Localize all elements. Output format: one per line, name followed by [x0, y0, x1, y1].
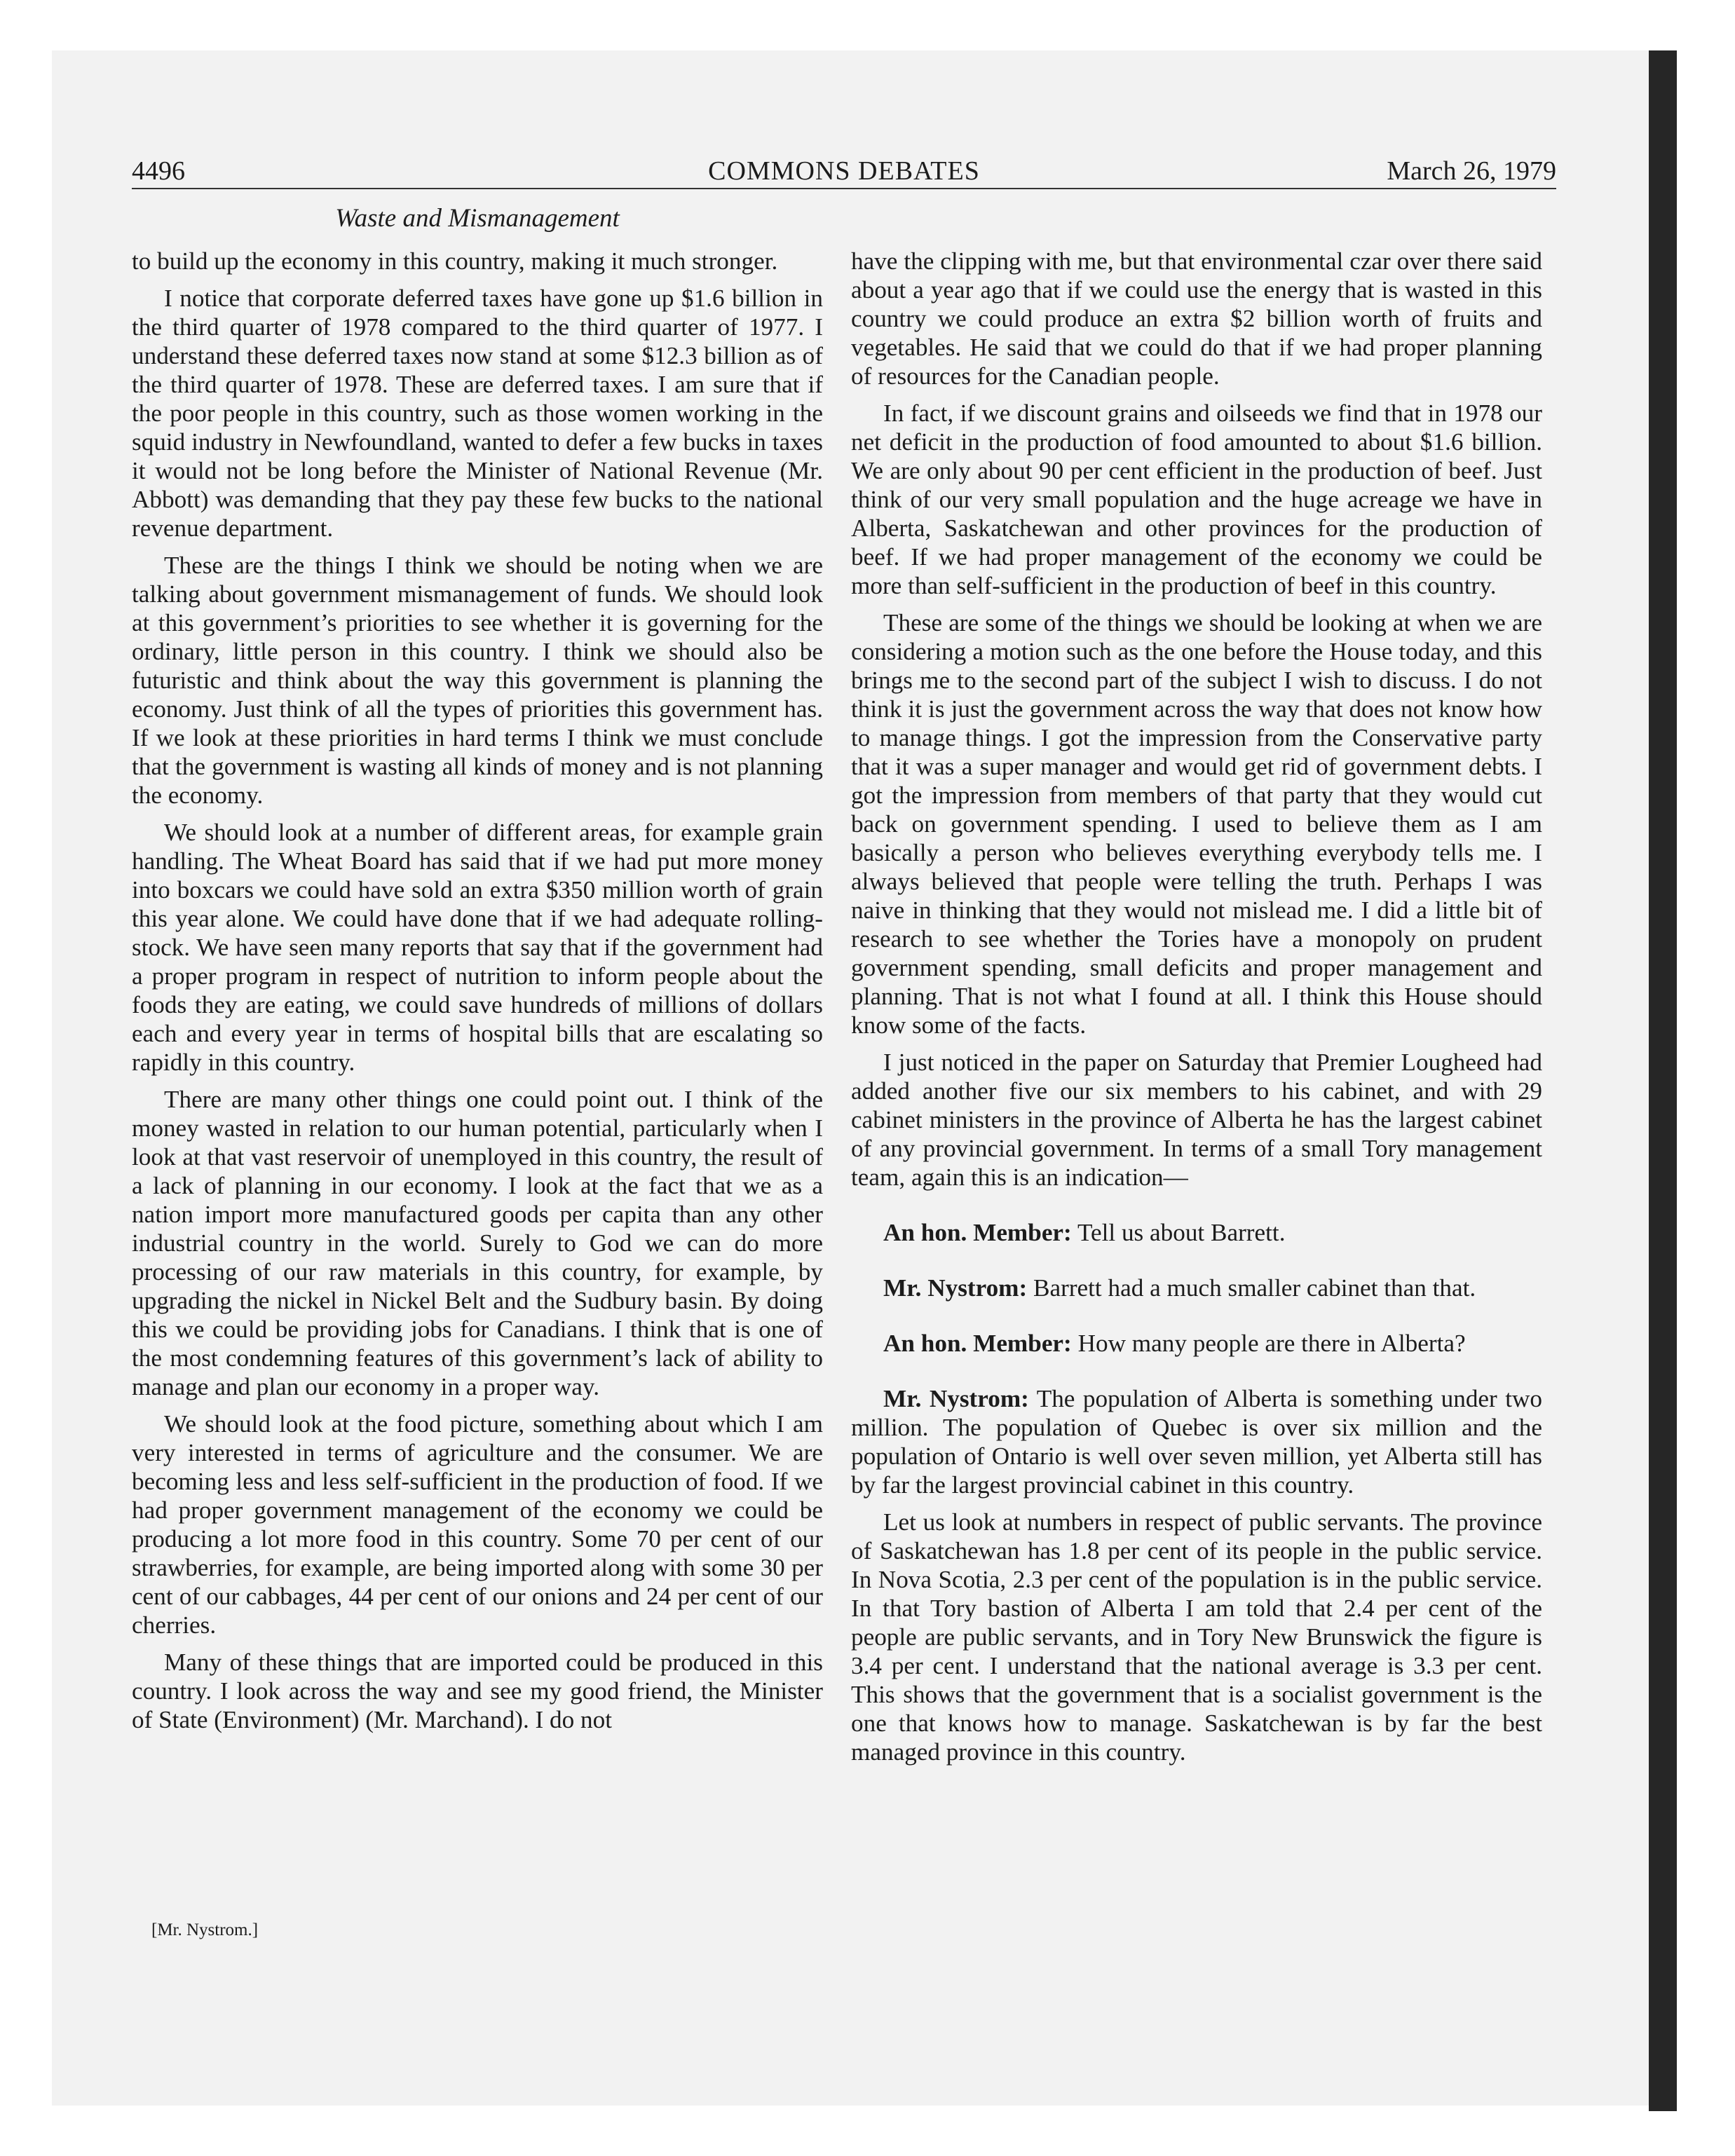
paragraph: In fact, if we discount grains and oilseeds we find that in 1978 our net deficit in the production of food amounted to about $1.6 billion. We are only about 90 per cent efficient in the production of beef. Just think of our very small population and the huge acreage we have in Alberta, Saskatchewan and other provinces for the production of beef. If we had proper management of the economy we could be more than self-sufficient in the production of beef in this country.	[851, 400, 1542, 599]
paragraph: I just noticed in the paper on Saturday that Premier Lougheed had added another five our six members to his cabinet, and with 29 cabinet ministers in the province of Alberta he has the largest cabinet of any provincial government. In terms of a small Tory management team, again this is an indication—	[851, 1049, 1542, 1191]
speech-text: Barrett had a much smaller cabinet than that.	[1027, 1274, 1476, 1302]
left-column	[132, 247, 823, 1742]
speech-text: Tell us about Barrett.	[1071, 1219, 1286, 1246]
running-head	[132, 156, 1556, 189]
paragraph: There are many other things one could point out. I think of the money wasted in relation to our human potential, particularly when I look at that vast reservoir of unemployed in this country, the result of a lack of planning in our economy. I look at the fact that we as a nation import more manufactured goods per capita than any other industrial country in the world. Surely to God we can do more processing of our raw materials in this country, for example, by upgrading the nickel in Nickel Belt and the Sudbury basin. By doing this we could be providing jobs for Canadians. I think that is one of the most condemning features of this government’s lack of ability to manage and plan our economy in a proper way.	[132, 1086, 823, 1400]
speech-text: The population of Alberta is something under two million. The population of Quebec is over six million and the population of Ontario is well over seven million, yet Alberta still has by far the largest provincial cabinet in this country.	[851, 1385, 1543, 1499]
speaker-footnote: [Mr. Nystrom.]	[151, 1920, 259, 1939]
page-binding-shadow	[1649, 50, 1677, 2111]
interjection	[851, 1329, 1542, 1358]
header-rule	[132, 188, 1556, 189]
speaker-name: An hon. Member:	[883, 1219, 1072, 1246]
page-number: 4496	[132, 156, 185, 186]
speech-text: How many people are there in Alberta?	[1071, 1330, 1466, 1357]
speaker-name: An hon. Member:	[883, 1330, 1072, 1357]
paragraph: These are the things I think we should be noting when we are talking about government mismanagement of funds. We should look at this government’s priorities to see whether it is governing for the ordinary, little person in this country. I think we should also be futuristic and think about the way this government is planning the economy. Just think of all the types of priorities this government has. If we look at these priorities in hard terms I think we must conclude that the government is wasting all kinds of money and is not planning the economy.	[132, 552, 823, 809]
paragraph: Many of these things that are imported could be produced in this country. I look across the way and see my good friend, the Minister of State (Environment) (Mr. Marchand). I do not	[132, 1649, 823, 1733]
paragraph: We should look at the food picture, something about which I am very interested in terms of agriculture and the consumer. We are becoming less and less self-sufficient in the production of food. If we had proper government management of the economy we could be producing a lot more food in this country. Some 70 per cent of our strawberries, for example, are being imported along with some 30 per cent of our cabbages, 44 per cent of our onions and 24 per cent of our cherries.	[132, 1410, 823, 1639]
interjection	[851, 1218, 1542, 1247]
section-title: Waste and Mismanagement	[335, 204, 620, 233]
paragraph: Let us look at numbers in respect of public servants. The province of Saskatchewan has 1.8 per cent of its people in the public service. In Nova Scotia, 2.3 per cent of the population is in the public service. In that Tory bastion of Alberta I am told that 2.4 per cent of the people are public servants, and in Tory New Brunswick the figure is 3.4 per cent. I understand that the national average is 3.3 per cent. This shows that the government that is a socialist government is the one that knows how to manage. Saskatchewan is by far the best managed province in this country.	[851, 1508, 1542, 1766]
speaker-name: Mr. Nystrom:	[883, 1385, 1029, 1412]
paragraph: We should look at a number of different areas, for example grain handling. The Wheat Board has said that if we had put more money into boxcars we could have sold an extra $350 million worth of grain this year alone. We could have done that if we had adequate rolling-stock. We have seen many reports that say that if the government had a proper program in respect of nutrition to inform people about the foods they are eating, we could save hundreds of millions of dollars each and every year in terms of hospital bills that are escalating so rapidly in this country.	[132, 819, 823, 1076]
resumed-speech	[851, 1384, 1542, 1499]
publication-title: COMMONS DEBATES	[708, 156, 980, 186]
issue-date: March 26, 1979	[1387, 156, 1556, 186]
paragraph: to build up the economy in this country, making it much stronger.	[132, 247, 778, 275]
paragraph: I notice that corporate deferred taxes have gone up $1.6 billion in the third quarter of 1978 compared to the third quarter of 1977. I understand these deferred taxes now stand at some $12.3 billion as of the third quarter of 1978. These are deferred taxes. I am sure that if the poor people in this country, such as those women working in the squid industry in Newfoundland, wanted to defer a few bucks in taxes it would not be long before the Minister of National Revenue (Mr. Abbott) was demanding that they pay these few bucks to the national revenue department.	[132, 285, 823, 542]
paragraph: have the clipping with me, but that environmental czar over there said about a year ago that if we could use the energy that is wasted in this country we could produce an extra $2 billion worth of fruits and vegetables. He said that we could do that if we had proper planning of resources for the Canadian people.	[851, 247, 1542, 390]
paragraph: These are some of the things we should be looking at when we are considering a motion such as the one before the House today, and this brings me to the second part of the subject I wish to discuss. I do not think it is just the government across the way that does not know how to manage things. I got the impression from the Conservative party that it was a super manager and would get rid of government debts. I got the impression from members of that party that they would cut back on government spending. I used to believe them as I am basically a person who believes everything everybody tells me. I always believed that people were telling the truth. Perhaps I was naive in thinking that they would not mislead me. I did a little bit of research to see whether the Tories have a monopoly on prudent government spending, small deficits and proper management and planning. That is not what I found at all. I think this House should know some of the facts.	[851, 609, 1542, 1039]
speaker-name: Mr. Nystrom:	[883, 1274, 1028, 1302]
right-column	[851, 247, 1542, 1775]
interjection	[851, 1274, 1542, 1302]
